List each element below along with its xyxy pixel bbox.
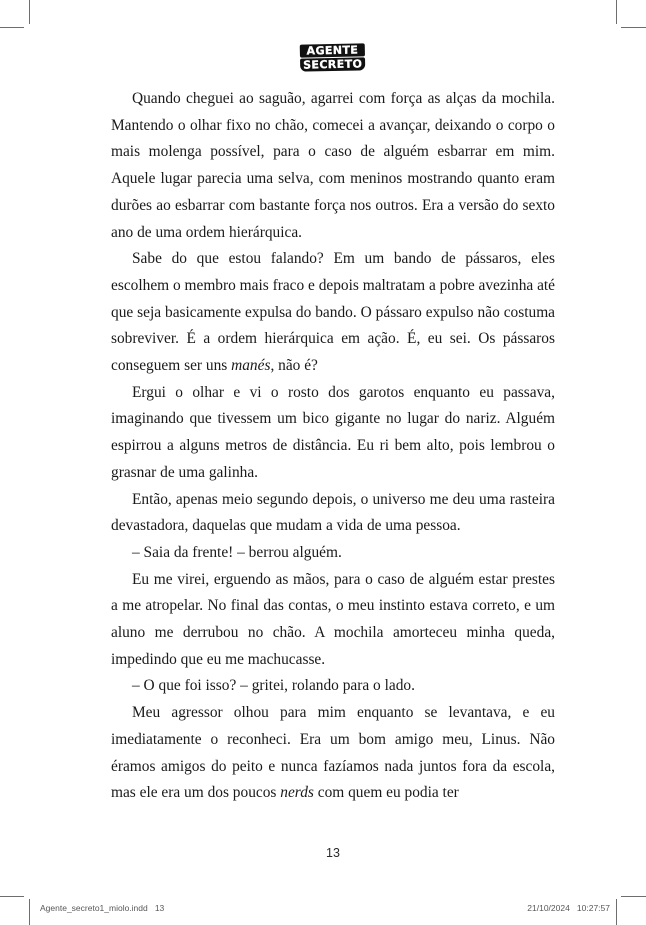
dialogue-line: – Saia da frente! – berrou alguém. (132, 543, 342, 561)
crop-mark-top-right-horizontal (621, 27, 646, 28)
italic-term-nerds: nerds (280, 784, 314, 802)
paragraph: Eu me virei, erguendo as mãos, para o caso de alguém estar prestes a me atropelar. No final das contas, o meu instinto estava correto, e um aluno me derrubou no chão. A mochila amorteceu minha queda, impedindo que eu me machucasse. (111, 570, 555, 668)
crop-mark-bottom-right-horizontal (621, 896, 646, 897)
imprint-timestamp: 21/10/2024 10:27:57 (527, 903, 610, 913)
paragraph (111, 246, 555, 380)
paragraph: Ergui o olhar e vi o rosto dos garotos enquanto eu passava, imaginando que tivessem um bico gigante no lugar do nariz. Alguém espirrou a alguns metros de distância. Eu ri bem alto, pois lembrou o grasnar de uma galinha. (111, 383, 555, 481)
agente-secreto-logo (300, 43, 366, 71)
book-page (111, 0, 555, 925)
crop-mark-bottom-left-horizontal (0, 896, 24, 897)
page-number: 13 (326, 846, 340, 860)
body-text (111, 86, 555, 807)
paragraph-text-before-italic: Meu agressor olhou para mim enquanto se levantava, e eu imediatamente o reconheci. Era um bom amigo meu, Linus. Não éramos amigos do peito e nunca fazíamos nada juntos fora da escola, mas ele era um dos poucos (111, 704, 555, 802)
paragraph (111, 700, 555, 807)
running-head (111, 44, 555, 71)
imprint-footer (0, 903, 646, 919)
crop-mark-top-left-vertical (29, 0, 30, 24)
logo-line-agente: AGENTE (300, 43, 365, 57)
paragraph: Quando cheguei ao saguão, agarrei com força as alças da mochila. Mantendo o olhar fixo no chão, comecei a avançar, deixando o corpo o mais molenga possível, para o caso de alguém esbarrar em mim. Aquele lugar parecia uma selva, com meninos mostrando quanto eram durões ao esbarrar com bastante força nos outros. Era a versão do sexto ano de uma ordem hierárquica. (111, 90, 555, 241)
paragraph-text-before-italic: Sabe do que estou falando? Em um bando de pássaros, eles escolhem o membro mais fraco e depois maltratam a pobre avezinha até que seja basicamente expulsa do bando. O pássaro expulso não costuma sobreviver. É a ordem hierárquica em ação. É, eu sei. Os pássaros conseguem ser uns (111, 250, 556, 375)
crop-mark-top-right-vertical (616, 0, 617, 24)
crop-mark-top-left-horizontal (0, 27, 24, 28)
paragraph-text-after-italic: , não é? (270, 357, 318, 375)
logo-line-secreto: SECRETO (300, 57, 365, 71)
dialogue-line: – O que foi isso? – gritei, rolando para o lado. (132, 677, 415, 695)
paragraph-text-after-italic: com quem eu podia ter (313, 784, 459, 802)
paragraph: Então, apenas meio segundo depois, o universo me deu uma rasteira devastadora, daquelas que mudam a vida de uma pessoa. (111, 490, 555, 535)
imprint-filename: Agente_secreto1_miolo.indd 13 (40, 903, 165, 913)
italic-term-manes: manés (231, 357, 271, 375)
